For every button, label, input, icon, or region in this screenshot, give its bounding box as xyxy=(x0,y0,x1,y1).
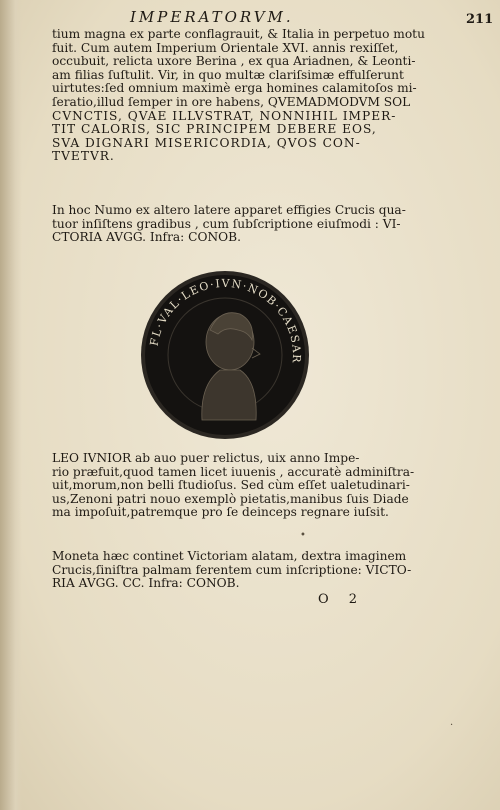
text-line: LEO IVNIOR ab auo puer relictus, uix anno Impe- xyxy=(52,451,360,465)
text-line: CVNCTIS, QVAE ILLVSTRAT, NONNIHIL IMPER- xyxy=(52,108,397,123)
text-line: occubuit, relicta uxore Berina , ex qua Ariadnen, & Leonti- xyxy=(52,54,416,69)
text-line: RIA AVGG. CC. Infra: CONOB. xyxy=(52,576,240,591)
text-line: Moneta hæc continet Victoriam alatam, dextra imaginem xyxy=(52,549,407,563)
text-line: ſeratio,illud ſemper in ore habens, QVEMADMODVM SOL xyxy=(52,94,411,109)
paragraph-leo-ii xyxy=(52,452,457,520)
text-line: TVETVR. xyxy=(52,149,115,164)
text-line: ma impoſuit,patremque pro ſe deinceps regnare iuſsit. xyxy=(52,505,389,520)
ink-dot: • xyxy=(300,530,306,541)
paragraph-leo-i xyxy=(52,28,457,164)
text-line: TIT CALORIS, SIC PRINCIPEM DEBERE EOS, xyxy=(52,122,377,137)
text-line: CTORIA AVGG. Infra: CONOB. xyxy=(52,230,241,245)
text-line: rio præfuit,quod tamen licet iuuenis , accuratè adminiſtra- xyxy=(52,464,415,479)
text-line: tuor inſiſtens gradibus , cum ſubſcriptione eiuſmodi : VI- xyxy=(52,216,401,231)
text-line: In hoc Numo ex altero latere apparet effigies Crucis qua- xyxy=(52,203,406,217)
coin-illustration xyxy=(140,270,310,440)
signature-mark: O 2 xyxy=(318,592,366,607)
text-line: uirtutes:ſed omnium maximè erga homines calamitoſos mi- xyxy=(52,81,417,96)
text-line: us,Zenoni patri nouo exemplò pietatis,manibus ſuis Diade xyxy=(52,491,409,506)
paragraph-coin-reverse xyxy=(52,550,457,591)
text-line: tium magna ex parte conflagrauit, & Italia in perpetuo motu xyxy=(52,27,425,41)
text-line: Crucis,ſiniſtra palmam ferentem cum inſcriptione: VICTO- xyxy=(52,562,412,577)
coin-inscription: FL·VAL·LEO·IVN·NOB·CAESAR xyxy=(147,276,304,365)
paragraph-coin-description xyxy=(52,204,457,245)
running-header: IMPERATORVM. xyxy=(130,8,294,26)
text-line: SVA DIGNARI MISERICORDIA, QVOS CON- xyxy=(52,135,361,150)
text-line: fuit. Cum autem Imperium Orientale XVI. annis rexiſſet, xyxy=(52,40,399,55)
page-gutter xyxy=(0,0,22,810)
text-line: uit,morum,non belli ſtudioſus. Sed cùm eſſet ualetudinari- xyxy=(52,478,410,493)
ink-dot: · xyxy=(450,720,454,731)
page-number: 211 xyxy=(466,12,494,27)
text-line: am filias ſuſtulit. Vir, in quo multæ clariſsimæ effulſerunt xyxy=(52,67,404,82)
